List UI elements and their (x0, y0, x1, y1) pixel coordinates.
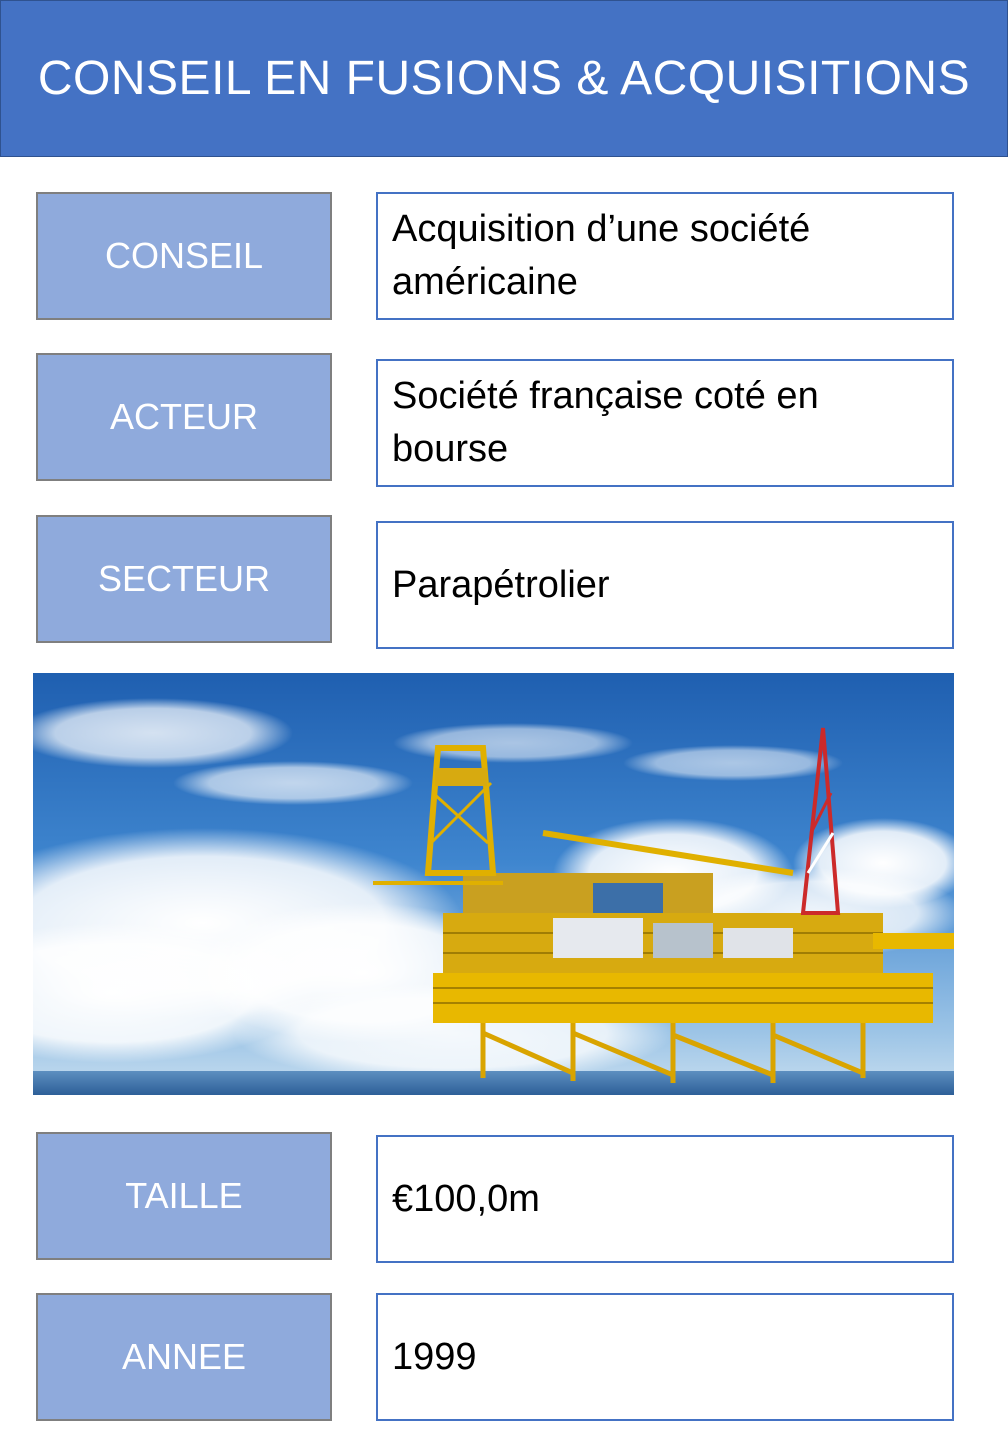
page-title: CONSEIL EN FUSIONS & ACQUISITIONS (37, 52, 971, 105)
value-acteur (376, 359, 954, 487)
value-conseil-text: Acquisition d’une société américaine (392, 208, 811, 303)
value-annee (376, 1293, 954, 1421)
header-banner (0, 0, 1008, 157)
label-annee: ANNEE (36, 1293, 332, 1421)
value-annee-text: 1999 (392, 1335, 477, 1378)
value-taille-text: €100,0m (392, 1177, 540, 1220)
offshore-oil-platform-photo (33, 673, 954, 1095)
value-secteur (376, 521, 954, 649)
offshore-platform-image (33, 673, 954, 1095)
value-conseil (376, 192, 954, 320)
label-taille: TAILLE (36, 1132, 332, 1260)
value-taille (376, 1135, 954, 1263)
value-acteur-text: Société française coté en bourse (392, 375, 819, 470)
label-secteur: SECTEUR (36, 515, 332, 643)
label-acteur: ACTEUR (36, 353, 332, 481)
label-conseil: CONSEIL (36, 192, 332, 320)
value-secteur-text: Parapétrolier (392, 563, 610, 606)
